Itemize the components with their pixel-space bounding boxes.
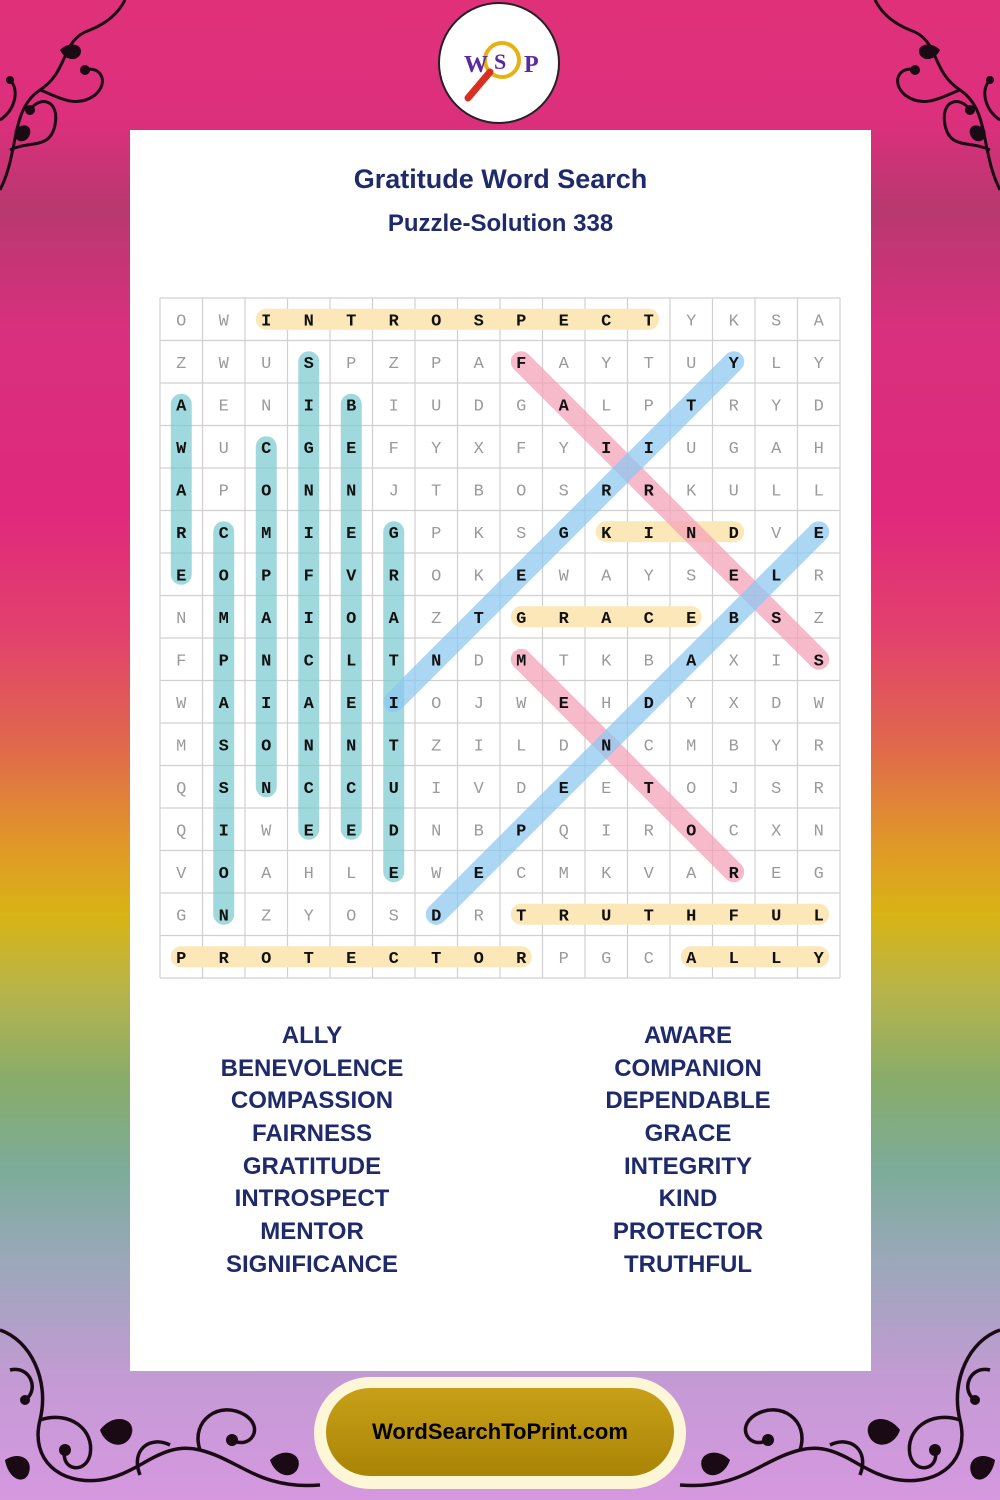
page-title: Gratitude Word Search bbox=[353, 164, 648, 194]
grid-cell-letter: C bbox=[218, 524, 229, 544]
grid-cell-letter: M bbox=[261, 524, 272, 544]
grid-cell-letter: E bbox=[218, 397, 229, 417]
grid-cell-letter: L bbox=[516, 737, 527, 757]
grid-cell-letter: N bbox=[303, 482, 314, 502]
grid-cell-letter: K bbox=[601, 652, 612, 672]
grid-cell-letter: D bbox=[813, 397, 824, 417]
grid-cell-letter: M bbox=[218, 609, 229, 629]
grid-cell-letter: S bbox=[771, 779, 782, 799]
grid-cell-letter: H bbox=[303, 864, 314, 884]
grid-cell-letter: K bbox=[601, 524, 612, 544]
grid-cell-letter: F bbox=[388, 439, 399, 459]
grid-cell-letter: T bbox=[346, 312, 357, 332]
grid-cell-letter: W bbox=[218, 312, 229, 332]
grid-cell-letter: P bbox=[176, 949, 187, 969]
grid-cell-letter: I bbox=[473, 737, 484, 757]
grid-cell-letter: W bbox=[261, 822, 272, 842]
grid-cell-letter: A bbox=[686, 949, 697, 969]
grid-cell-letter: A bbox=[771, 439, 782, 459]
grid-cell-letter: E bbox=[346, 694, 357, 714]
grid-cell-letter: B bbox=[473, 482, 484, 502]
word-list-item: BENEVOLENCE bbox=[220, 1054, 404, 1082]
grid-cell-letter: C bbox=[643, 949, 654, 969]
grid-cell-letter: A bbox=[558, 397, 569, 417]
grid-cell-letter: Q bbox=[558, 822, 569, 842]
grid-cell-letter: R bbox=[728, 397, 739, 417]
grid-cell-letter: O bbox=[218, 864, 229, 884]
grid-cell-letter: T bbox=[643, 354, 654, 374]
grid-cell-letter: S bbox=[218, 737, 229, 757]
grid-cell-letter: N bbox=[261, 779, 272, 799]
grid-cell-letter: N bbox=[261, 397, 272, 417]
grid-cell-letter: A bbox=[686, 864, 697, 884]
grid-cell-letter: Y bbox=[643, 567, 654, 587]
grid-cell-letter: Y bbox=[686, 312, 697, 332]
grid-cell-letter: Z bbox=[388, 354, 399, 374]
grid-cell-letter: R bbox=[516, 949, 527, 969]
grid-cell-letter: P bbox=[558, 949, 569, 969]
grid-cell-letter: I bbox=[643, 439, 654, 459]
grid-cell-letter: R bbox=[643, 822, 654, 842]
grid-cell-letter: S bbox=[388, 907, 399, 927]
grid-cell-letter: Y bbox=[771, 737, 782, 757]
grid-cell-letter: T bbox=[516, 907, 527, 927]
word-list-item: GRACE bbox=[644, 1120, 732, 1148]
word-list-item: PROTECTOR bbox=[612, 1218, 764, 1246]
grid-cell-letter: V bbox=[643, 864, 654, 884]
grid-cell-letter: F bbox=[516, 439, 527, 459]
grid-cell-letter: Z bbox=[261, 907, 272, 927]
grid-cell-letter: U bbox=[431, 397, 442, 417]
grid-cell-letter: C bbox=[346, 779, 357, 799]
grid-cell-letter: V bbox=[473, 779, 484, 799]
grid-cell-letter: Z bbox=[176, 354, 187, 374]
grid-cell-letter: L bbox=[346, 864, 357, 884]
grid-cell-letter: J bbox=[728, 779, 739, 799]
grid-cell-letter: I bbox=[261, 694, 272, 714]
grid-cell-letter: E bbox=[346, 822, 357, 842]
grid-cell-letter: J bbox=[473, 694, 484, 714]
grid-cell-letter: O bbox=[431, 312, 442, 332]
grid-cell-letter: E bbox=[558, 312, 569, 332]
grid-cell-letter: L bbox=[771, 354, 782, 374]
grid-cell-letter: Q bbox=[176, 779, 187, 799]
page-subtitle: Puzzle-Solution 338 bbox=[387, 210, 614, 237]
grid-cell-letter: E bbox=[558, 779, 569, 799]
grid-cell-letter: G bbox=[516, 397, 527, 417]
grid-cell-letter: U bbox=[686, 354, 697, 374]
grid-cell-letter: K bbox=[686, 482, 697, 502]
grid-cell-letter: E bbox=[346, 949, 357, 969]
word-list-item: FAIRNESS bbox=[251, 1120, 373, 1148]
grid-cell-letter: W bbox=[813, 694, 824, 714]
grid-cell-letter: O bbox=[686, 779, 697, 799]
grid-cell-letter: F bbox=[176, 652, 187, 672]
grid-cell-letter: F bbox=[516, 354, 527, 374]
grid-cell-letter: Z bbox=[431, 737, 442, 757]
grid-cell-letter: U bbox=[771, 907, 782, 927]
grid-cell-letter: C bbox=[601, 312, 612, 332]
grid-cell-letter: B bbox=[473, 822, 484, 842]
grid-cell-letter: S bbox=[813, 652, 824, 672]
grid-cell-letter: V bbox=[346, 567, 357, 587]
grid-cell-letter: W bbox=[516, 694, 527, 714]
grid-cell-letter: R bbox=[728, 864, 739, 884]
grid-cell-letter: A bbox=[176, 397, 187, 417]
grid-cell-letter: I bbox=[303, 397, 314, 417]
grid-cell-letter: U bbox=[218, 439, 229, 459]
grid-cell-letter: O bbox=[431, 567, 442, 587]
word-list-item: TRUTHFUL bbox=[624, 1250, 752, 1278]
grid-cell-letter: R bbox=[558, 907, 569, 927]
grid-cell-letter: Y bbox=[686, 694, 697, 714]
grid-cell-letter: G bbox=[303, 439, 314, 459]
grid-cell-letter: T bbox=[643, 779, 654, 799]
grid-cell-letter: I bbox=[431, 779, 442, 799]
grid-cell-letter: P bbox=[218, 652, 229, 672]
grid-cell-letter: I bbox=[601, 439, 612, 459]
grid-cell-letter: A bbox=[813, 312, 824, 332]
grid-cell-letter: A bbox=[261, 609, 272, 629]
grid-cell-letter: P bbox=[346, 354, 357, 374]
grid-cell-letter: P bbox=[516, 312, 527, 332]
grid-cell-letter: T bbox=[558, 652, 569, 672]
grid-cell-letter: L bbox=[346, 652, 357, 672]
grid-cell-letter: C bbox=[643, 737, 654, 757]
grid-cell-letter: W bbox=[431, 864, 442, 884]
grid-cell-letter: G bbox=[388, 524, 399, 544]
grid-cell-letter: P bbox=[431, 354, 442, 374]
grid-cell-letter: O bbox=[516, 482, 527, 502]
grid-cell-letter: W bbox=[218, 354, 229, 374]
grid-cell-letter: U bbox=[261, 354, 272, 374]
word-list-item: INTROSPECT bbox=[234, 1185, 390, 1213]
grid-cell-letter: Y bbox=[771, 397, 782, 417]
grid-cell-letter: D bbox=[473, 652, 484, 672]
grid-cell-letter: O bbox=[261, 737, 272, 757]
word-list-item: AWARE bbox=[643, 1022, 732, 1049]
grid-cell-letter: N bbox=[431, 822, 442, 842]
grid-cell-letter: D bbox=[388, 822, 399, 842]
grid-cell-letter: R bbox=[558, 609, 569, 629]
grid-cell-letter: E bbox=[813, 524, 824, 544]
grid-cell-letter: R bbox=[473, 907, 484, 927]
grid-cell-letter: Y bbox=[601, 354, 612, 374]
grid-cell-letter: O bbox=[346, 609, 357, 629]
grid-cell-letter: E bbox=[771, 864, 782, 884]
grid-cell-letter: T bbox=[431, 949, 442, 969]
word-list-item: GRATITUDE bbox=[242, 1152, 382, 1180]
word-list-item: COMPASSION bbox=[230, 1087, 394, 1115]
grid-cell-letter: B bbox=[346, 397, 357, 417]
grid-cell-letter: P bbox=[261, 567, 272, 587]
grid-cell-letter: W bbox=[176, 439, 187, 459]
word-list-item: INTEGRITY bbox=[623, 1152, 752, 1180]
grid-cell-letter: D bbox=[558, 737, 569, 757]
grid-cell-letter: N bbox=[601, 737, 612, 757]
grid-cell-letter: I bbox=[218, 822, 229, 842]
grid-cell-letter: S bbox=[218, 779, 229, 799]
grid-cell-letter: N bbox=[303, 312, 314, 332]
grid-cell-letter: N bbox=[303, 737, 314, 757]
grid-cell-letter: U bbox=[686, 439, 697, 459]
grid-cell-letter: V bbox=[176, 864, 187, 884]
grid-cell-letter: O bbox=[261, 482, 272, 502]
grid-cell-letter: L bbox=[601, 397, 612, 417]
grid-cell-letter: C bbox=[303, 652, 314, 672]
grid-cell-letter: M bbox=[516, 652, 527, 672]
grid-cell-letter: N bbox=[686, 524, 697, 544]
grid-cell-letter: E bbox=[516, 567, 527, 587]
grid-cell-letter: T bbox=[431, 482, 442, 502]
grid-cell-letter: K bbox=[601, 864, 612, 884]
grid-cell-letter: G bbox=[558, 524, 569, 544]
grid-cell-letter: Y bbox=[728, 354, 739, 374]
grid-cell-letter: H bbox=[686, 907, 697, 927]
grid-cell-letter: I bbox=[388, 694, 399, 714]
word-list-item: KIND bbox=[658, 1185, 718, 1213]
grid-cell-letter: P bbox=[643, 397, 654, 417]
grid-cell-letter: Y bbox=[813, 949, 824, 969]
grid-cell-letter: R bbox=[218, 949, 229, 969]
grid-cell-letter: S bbox=[516, 524, 527, 544]
grid-cell-letter: D bbox=[473, 397, 484, 417]
grid-cell-letter: A bbox=[601, 609, 612, 629]
grid-cell-letter: G bbox=[176, 907, 187, 927]
grid-cell-letter: E bbox=[601, 779, 612, 799]
grid-cell-letter: M bbox=[686, 737, 697, 757]
word-list-item: COMPANION bbox=[614, 1054, 762, 1082]
grid-cell-letter: W bbox=[176, 694, 187, 714]
grid-cell-letter: I bbox=[771, 652, 782, 672]
grid-cell-letter: E bbox=[346, 439, 357, 459]
grid-cell-letter: N bbox=[261, 652, 272, 672]
grid-cell-letter: I bbox=[388, 397, 399, 417]
grid-cell-letter: D bbox=[728, 524, 739, 544]
grid-cell-letter: O bbox=[473, 949, 484, 969]
word-list-item: ALLY bbox=[281, 1022, 343, 1049]
grid-cell-letter: O bbox=[346, 907, 357, 927]
grid-cell-letter: G bbox=[601, 949, 612, 969]
grid-cell-letter: R bbox=[176, 524, 187, 544]
grid-cell-letter: M bbox=[176, 737, 187, 757]
logo-letter-p: P bbox=[524, 52, 539, 78]
grid-cell-letter: E bbox=[303, 822, 314, 842]
grid-cell-letter: M bbox=[558, 864, 569, 884]
grid-cell-letter: U bbox=[601, 907, 612, 927]
grid-cell-letter: Y bbox=[431, 439, 442, 459]
grid-cell-letter: G bbox=[728, 439, 739, 459]
grid-cell-letter: A bbox=[388, 609, 399, 629]
grid-cell-letter: P bbox=[516, 822, 527, 842]
grid-cell-letter: K bbox=[473, 524, 484, 544]
grid-cell-letter: P bbox=[218, 482, 229, 502]
grid-cell-letter: O bbox=[176, 312, 187, 332]
word-list-item: SIGNIFICANCE bbox=[225, 1250, 398, 1278]
grid-cell-letter: C bbox=[388, 949, 399, 969]
grid-cell-letter: S bbox=[303, 354, 314, 374]
grid-cell-letter: X bbox=[771, 822, 782, 842]
grid-cell-letter: L bbox=[813, 482, 824, 502]
grid-cell-letter: C bbox=[516, 864, 527, 884]
word-list-right bbox=[538, 1020, 838, 1282]
grid-cell-letter: H bbox=[601, 694, 612, 714]
grid-cell-letter: D bbox=[771, 694, 782, 714]
grid-cell-letter: E bbox=[686, 609, 697, 629]
grid-cell-letter: A bbox=[303, 694, 314, 714]
grid-cell-letter: N bbox=[218, 907, 229, 927]
grid-cell-letter: O bbox=[261, 949, 272, 969]
grid-cell-letter: R bbox=[388, 567, 399, 587]
grid-cell-letter: E bbox=[388, 864, 399, 884]
grid-cell-letter: C bbox=[261, 439, 272, 459]
grid-cell-letter: B bbox=[643, 652, 654, 672]
grid-cell-letter: O bbox=[686, 822, 697, 842]
grid-cell-letter: F bbox=[303, 567, 314, 587]
grid-cell-letter: A bbox=[176, 482, 187, 502]
grid-cell-letter: E bbox=[176, 567, 187, 587]
grid-cell-letter: L bbox=[813, 907, 824, 927]
grid-cell-letter: T bbox=[388, 652, 399, 672]
grid-cell-letter: R bbox=[388, 312, 399, 332]
grid-cell-letter: Z bbox=[431, 609, 442, 629]
grid-cell-letter: E bbox=[558, 694, 569, 714]
grid-cell-letter: B bbox=[728, 609, 739, 629]
grid-cell-letter: X bbox=[728, 652, 739, 672]
grid-cell-letter: L bbox=[771, 482, 782, 502]
grid-cell-letter: R bbox=[813, 779, 824, 799]
grid-cell-letter: L bbox=[771, 949, 782, 969]
grid-cell-letter: S bbox=[686, 567, 697, 587]
grid-cell-letter: Z bbox=[813, 609, 824, 629]
grid-cell-letter: E bbox=[473, 864, 484, 884]
grid-cell-letter: Y bbox=[303, 907, 314, 927]
grid-cell-letter: X bbox=[728, 694, 739, 714]
grid-cell-letter: I bbox=[643, 524, 654, 544]
grid-cell-letter: N bbox=[346, 737, 357, 757]
grid-cell-letter: Y bbox=[558, 439, 569, 459]
grid-cell-letter: A bbox=[601, 567, 612, 587]
grid-cell-letter: N bbox=[346, 482, 357, 502]
grid-cell-letter: T bbox=[643, 907, 654, 927]
grid-cell-letter: Y bbox=[813, 354, 824, 374]
word-list-item: MENTOR bbox=[260, 1218, 364, 1246]
grid-cell-letter: D bbox=[643, 694, 654, 714]
grid-cell-letter: G bbox=[516, 609, 527, 629]
grid-cell-letter: A bbox=[686, 652, 697, 672]
grid-cell-letter: H bbox=[813, 439, 824, 459]
grid-cell-letter: P bbox=[431, 524, 442, 544]
grid-cell-letter: F bbox=[728, 907, 739, 927]
grid-cell-letter: C bbox=[303, 779, 314, 799]
grid-cell-letter: G bbox=[813, 864, 824, 884]
grid-cell-letter: A bbox=[261, 864, 272, 884]
grid-cell-letter: Q bbox=[176, 822, 187, 842]
grid-cell-letter: J bbox=[388, 482, 399, 502]
grid-cell-letter: A bbox=[473, 354, 484, 374]
grid-cell-letter: T bbox=[473, 609, 484, 629]
site-link-button[interactable]: WordSearchToPrint.com bbox=[326, 1388, 674, 1476]
word-list-left bbox=[162, 1020, 462, 1282]
grid-cell-letter: I bbox=[303, 524, 314, 544]
grid-cell-letter: D bbox=[431, 907, 442, 927]
grid-cell-letter: S bbox=[558, 482, 569, 502]
grid-cell-letter: T bbox=[686, 397, 697, 417]
grid-cell-letter: O bbox=[218, 567, 229, 587]
grid-cell-letter: S bbox=[771, 312, 782, 332]
grid-cell-letter: T bbox=[303, 949, 314, 969]
grid-cell-letter: U bbox=[728, 482, 739, 502]
grid-cell-letter: I bbox=[303, 609, 314, 629]
logo-letter-s: S bbox=[494, 49, 507, 74]
grid-cell-letter: K bbox=[473, 567, 484, 587]
grid-cell-letter: B bbox=[728, 737, 739, 757]
grid-cell-letter: O bbox=[431, 694, 442, 714]
word-list-item: DEPENDABLE bbox=[605, 1087, 771, 1115]
logo-letter-w: W bbox=[464, 52, 488, 78]
grid-cell-letter: L bbox=[728, 949, 739, 969]
grid-cell-letter: R bbox=[643, 482, 654, 502]
grid-cell-letter: C bbox=[728, 822, 739, 842]
grid-cell-letter: C bbox=[643, 609, 654, 629]
grid-cell-letter: T bbox=[388, 737, 399, 757]
grid-cell-letter: W bbox=[558, 567, 569, 587]
grid-cell-letter: V bbox=[771, 524, 782, 544]
grid-cell-letter: N bbox=[431, 652, 442, 672]
grid-cell-letter: R bbox=[601, 482, 612, 502]
grid-cell-letter: S bbox=[473, 312, 484, 332]
grid-cell-letter: E bbox=[346, 524, 357, 544]
grid-cell-letter: I bbox=[261, 312, 272, 332]
grid-cell-letter: T bbox=[643, 312, 654, 332]
grid-cell-letter: E bbox=[728, 567, 739, 587]
grid-cell-letter: A bbox=[558, 354, 569, 374]
grid-cell-letter: U bbox=[388, 779, 399, 799]
grid-cell-letter: D bbox=[516, 779, 527, 799]
grid-cell-letter: N bbox=[176, 609, 187, 629]
grid-cell-letter: L bbox=[771, 567, 782, 587]
grid-cell-letter: R bbox=[813, 567, 824, 587]
grid-cell-letter: N bbox=[813, 822, 824, 842]
grid-cell-letter: I bbox=[601, 822, 612, 842]
grid-cell-letter: A bbox=[218, 694, 229, 714]
grid-cell-letter: R bbox=[813, 737, 824, 757]
grid-cell-letter: S bbox=[771, 609, 782, 629]
grid-cell-letter: X bbox=[473, 439, 484, 459]
grid-cell-letter: K bbox=[728, 312, 739, 332]
